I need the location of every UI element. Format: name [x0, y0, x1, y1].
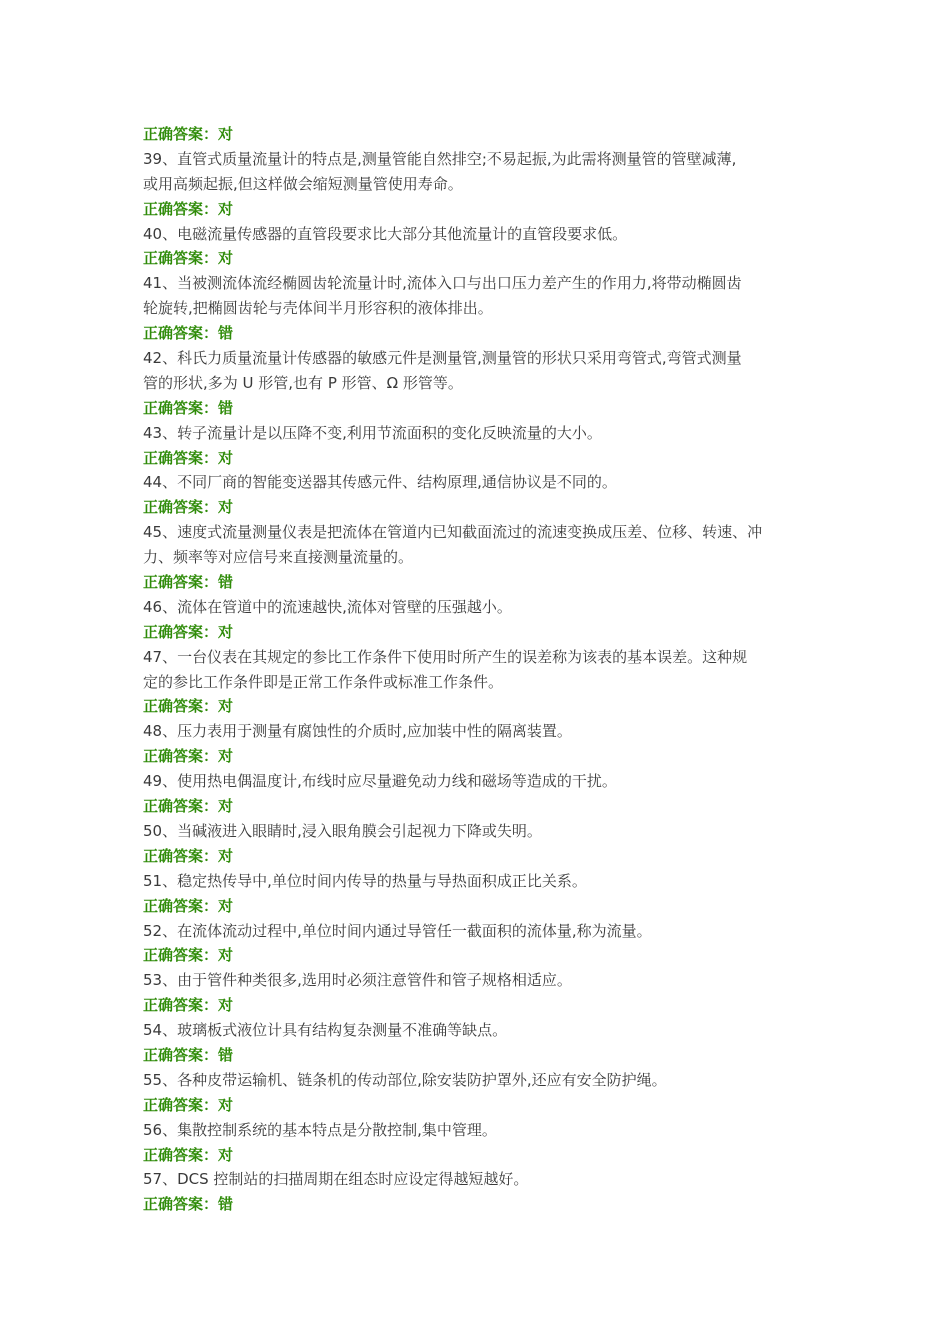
answer-line: 正确答案：错	[143, 573, 234, 592]
question-line: 57、DCS 控制站的扫描周期在组态时应设定得越短越好。	[143, 1170, 529, 1189]
question-line: 52、在流体流动过程中,单位时间内通过导管任一截面积的流体量,称为流量。	[143, 921, 652, 940]
answer-line: 正确答案：错	[143, 1195, 234, 1214]
answer-line: 正确答案：对	[143, 1095, 234, 1114]
answer-line: 正确答案：对	[143, 747, 234, 766]
answer-line: 正确答案：对	[143, 946, 234, 965]
answer-line: 正确答案：对	[143, 498, 234, 517]
question-line: 56、集散控制系统的基本特点是分散控制,集中管理。	[143, 1120, 497, 1139]
question-line: 轮旋转,把椭圆齿轮与壳体间半月形容积的液体排出。	[143, 299, 493, 318]
answer-line: 正确答案：对	[143, 697, 234, 716]
answer-line: 正确答案：对	[143, 797, 234, 816]
question-line: 42、科氏力质量流量计传感器的敏感元件是测量管,测量管的形状只采用弯管式,弯管式测量	[143, 349, 742, 368]
question-line: 41、当被测流体流经椭圆齿轮流量计时,流体入口与出口压力差产生的作用力,将带动椭圆齿	[143, 274, 742, 293]
answer-line: 正确答案：对	[143, 846, 234, 865]
answer-line: 正确答案：对	[143, 1145, 234, 1164]
answer-line: 正确答案：错	[143, 398, 234, 417]
question-line: 44、不同厂商的智能变送器其传感元件、结构原理,通信协议是不同的。	[143, 473, 617, 492]
answer-line: 正确答案：对	[143, 199, 234, 218]
question-line: 51、稳定热传导中,单位时间内传导的热量与导热面积成正比关系。	[143, 871, 587, 890]
answer-line: 正确答案：错	[143, 324, 234, 343]
answer-line: 正确答案：对	[143, 996, 234, 1015]
question-line: 54、玻璃板式液位计具有结构复杂测量不准确等缺点。	[143, 1021, 508, 1040]
question-line: 50、当碱液进入眼睛时,浸入眼角膜会引起视力下降或失明。	[143, 821, 542, 840]
question-line: 40、电磁流量传感器的直管段要求比大部分其他流量计的直管段要求低。	[143, 224, 628, 243]
question-line: 定的参比工作条件即是正常工作条件或标准工作条件。	[143, 672, 504, 691]
answer-line: 正确答案：错	[143, 1045, 234, 1064]
question-line: 46、流体在管道中的流速越快,流体对管壁的压强越小。	[143, 597, 512, 616]
question-line: 管的形状,多为 U 形管,也有 P 形管、Ω 形管等。	[143, 373, 463, 392]
question-line: 或用高频起振,但这样做会缩短测量管使用寿命。	[143, 174, 463, 193]
answer-line: 正确答案：对	[143, 249, 234, 268]
question-line: 45、速度式流量测量仪表是把流体在管道内已知截面流过的流速变换成压差、位移、转速、冲	[143, 523, 763, 542]
question-line: 48、压力表用于测量有腐蚀性的介质时,应加装中性的隔离装置。	[143, 722, 572, 741]
question-line: 力、频率等对应信号来直接测量流量的。	[143, 548, 414, 567]
question-line: 53、由于管件种类很多,选用时必须注意管件和管子规格相适应。	[143, 971, 572, 990]
answer-line: 正确答案：对	[143, 125, 234, 143]
question-line: 49、使用热电偶温度计,布线时应尽量避免动力线和磁场等造成的干扰。	[143, 772, 617, 791]
question-line: 47、一台仪表在其规定的参比工作条件下使用时所产生的误差称为该表的基本误差。这种规	[143, 647, 748, 666]
document-body	[143, 122, 813, 1217]
answer-line: 正确答案：对	[143, 448, 234, 467]
answer-line: 正确答案：对	[143, 896, 234, 915]
question-line: 55、各种皮带运输机、链条机的传动部位,除安装防护罩外,还应有安全防护绳。	[143, 1070, 667, 1089]
question-line: 39、直管式质量流量计的特点是,测量管能自然排空;不易起振,为此需将测量管的管壁减薄,	[143, 149, 737, 168]
answer-line: 正确答案：对	[143, 622, 234, 641]
question-line: 43、转子流量计是以压降不变,利用节流面积的变化反映流量的大小。	[143, 423, 602, 442]
